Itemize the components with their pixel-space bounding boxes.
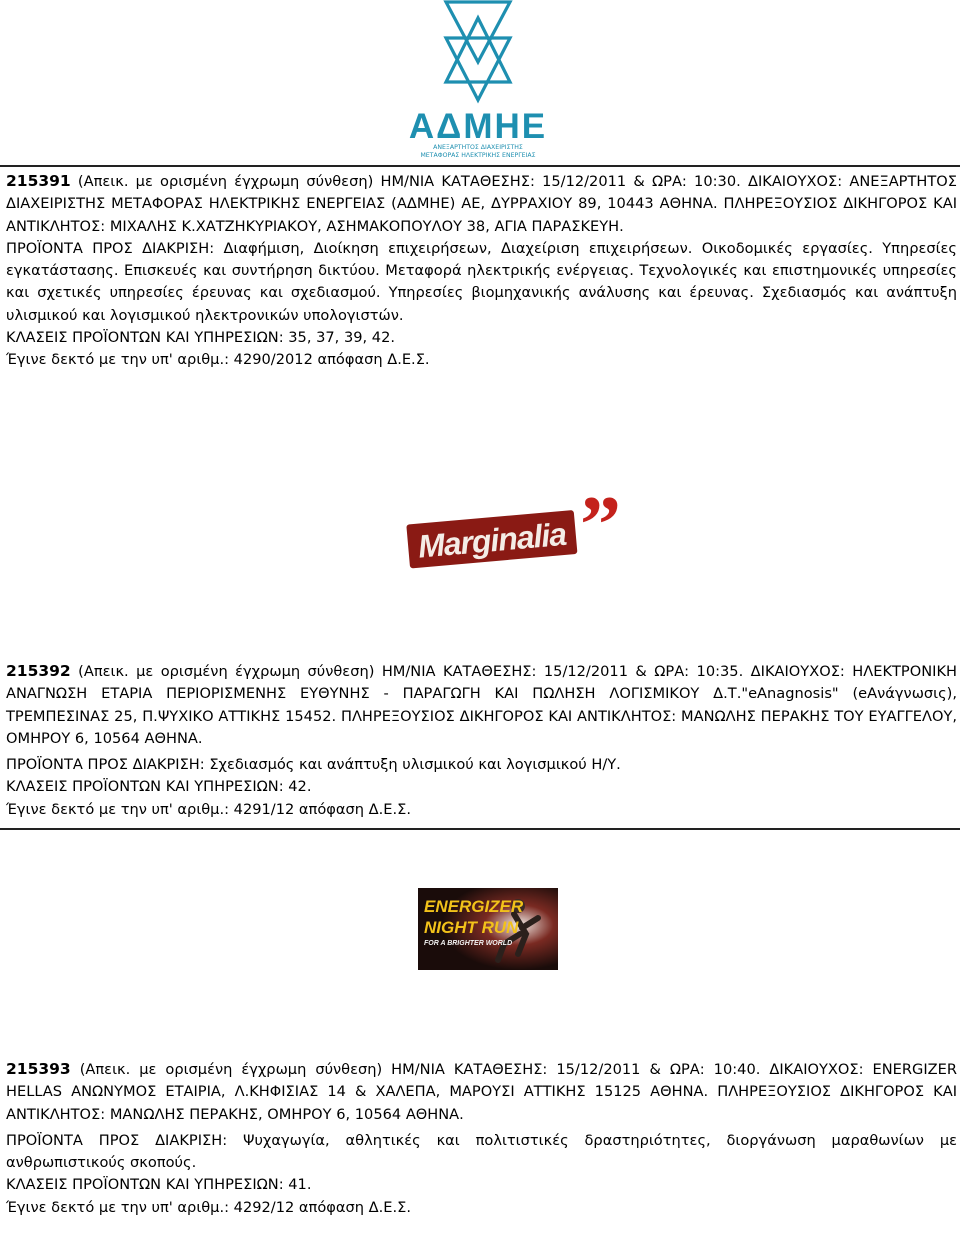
accepted-text: Έγινε δεκτό με την υπ' αριθμ.: 4290/2012 απόφαση Δ.Ε.Σ.	[6, 351, 430, 369]
filing-details: (Απεικ. με ορισμένη έγχρωμη σύνθεση) ΗΜ/ΝΙΑ ΚΑΤΑΘΕΣΗΣ: 15/12/2011 & ΩΡΑ: 10:35. ΔΙΚΑΙΟΥΧΟΣ: ΗΛΕΚΤΡΟΝΙΚΗ ΑΝΑΓΝΩΣΗ ΕΤΑΡΙΑ ΠΕΡΙΟΡΙΣΜΕΝΗΣ ΕΥΘΥΝΗΣ - ΠΑΡΑΓΩΓΗ ΚΑΙ ΠΩΛΗΣΗ ΛΟΓΙΣΜΙΚΟΥ Δ.Τ."eAnagnosis" (eΑνάγνωσις), ΤΡΕΜΠΕΣΙΝΑΣ 25, Π.ΨΥΧΙΚΟ ΑΤΤΙΚΗΣ 15452. ΠΛΗΡΕΞΟΥΣΙΟΣ ΔΙΚΗΓΟΡΟΣ ΚΑΙ ΑΝΤΙΚΛΗΤΟΣ: ΜΑΝΩΛΗΣ ΠΕΡΑΚΗΣ ΤΟΥ ΕΥΑΓΓΕΛΟΥ, ΟΜΗΡΟΥ 6, 10564 ΑΘΗΝΑ.	[6, 663, 957, 747]
trademark-entry-215393	[6, 1058, 957, 1219]
products-text: ΠΡΟΪΟΝΤΑ ΠΡΟΣ ΔΙΑΚΡΙΣΗ: Διαφήμιση, Διοίκηση επιχειρήσεων, Διαχείριση επιχειρήσεων. Οικοδομικές εργασίες. Υπηρεσίες εγκατάστασης. Επισκευές και συντήρηση δικτύου. Μεταφορά ηλεκτρικής ενέργειας. Τεχνολογικές και επιστημονικές υπηρεσίες και σχετικές υπηρεσίες έρευνας και σχεδιασμού. Υπηρεσίες βιομηχανικής ανάλυσης και έρευνας. Σχεδιασμός και ανάπτυξη υλισμικού και λογισμικού ηλεκτρονικών υπολογιστών.	[6, 239, 957, 324]
section-divider	[0, 828, 960, 830]
products-text: ΠΡΟΪΟΝΤΑ ΠΡΟΣ ΔΙΑΚΡΙΣΗ: Σχεδιασμός και ανάπτυξη υλισμικού και λογισμικού Η/Υ.	[6, 756, 621, 774]
entry-description	[6, 170, 957, 238]
logo-line-1: ENERGIZER	[424, 897, 524, 916]
classes-text: ΚΛΑΣΕΙΣ ΠΡΟΪΟΝΤΩΝ ΚΑΙ ΥΠΗΡΕΣΙΩΝ: 42.	[6, 778, 312, 796]
filing-details: (Απεικ. με ορισμένη έγχρωμη σύνθεση) ΗΜ/ΝΙΑ ΚΑΤΑΘΕΣΗΣ: 15/12/2011 & ΩΡΑ: 10:30. ΔΙΚΑΙΟΥΧΟΣ: ΑΝΕΞΑΡΤΗΤΟΣ ΔΙΑΧΕΙΡΙΣΤΗΣ ΜΕΤΑΦΟΡΑΣ ΗΛΕΚΤΡΙΚΗΣ ΕΝΕΡΓΕΙΑΣ (ΑΔΜΗΕ) ΑΕ, ΔΥΡΡΑΧΙΟΥ 89, 10443 ΑΘΗΝΑ. ΠΛΗΡΕΞΟΥΣΙΟΣ ΔΙΚΗΓΟΡΟΣ ΚΑΙ ΑΝΤΙΚΛΗΤΟΣ: ΜΙΧΑΛΗΣ Κ.ΧΑΤΖΗΚΥΡΙΑΚΟΥ, ΑΣΗΜΑΚΟΠΟΥΛΟΥ 38, ΑΓΙΑ ΠΑΡΑΣΚΕΥΗ.	[6, 173, 957, 235]
filing-details: (Απεικ. με ορισμένη έγχρωμη σύνθεση) ΗΜ/ΝΙΑ ΚΑΤΑΘΕΣΗΣ: 15/12/2011 & ΩΡΑ: 10:40. ΔΙΚΑΙΟΥΧΟΣ: ENERGIZER HELLAS ΑΝΩΝΥΜΟΣ ΕΤΑΙΡΙΑ, Λ.ΚΗΦΙΣΙΑΣ 14 & ΧΑΛΕΠΑ, ΜΑΡΟΥΣΙ ΑΤΤΙΚΗΣ 15125 ΑΘΗΝΑ. ΠΛΗΡΕΞΟΥΣΙΟΣ ΔΙΚΗΓΟΡΟΣ ΚΑΙ ΑΝΤΙΚΛΗΤΟΣ: ΜΑΝΩΛΗΣ ΠΕΡΑΚΗΣ, ΟΜΗΡΟΥ 6, 10564 ΑΘΗΝΑ.	[6, 1061, 957, 1123]
section-divider	[0, 165, 960, 167]
classes-text: ΚΛΑΣΕΙΣ ΠΡΟΪΟΝΤΩΝ ΚΑΙ ΥΠΗΡΕΣΙΩΝ: 41.	[6, 1176, 312, 1194]
classes-text: ΚΛΑΣΕΙΣ ΠΡΟΪΟΝΤΩΝ ΚΑΙ ΥΠΗΡΕΣΙΩΝ: 35, 37, 39, 42.	[6, 329, 396, 347]
application-number: 215392	[6, 662, 71, 680]
logo-line-2: NIGHT RUN	[424, 918, 519, 937]
marginalia-logo	[406, 490, 624, 580]
application-number: 215391	[6, 172, 71, 190]
admie-symbol-icon	[398, 0, 558, 168]
trademark-entry-215392	[6, 660, 957, 821]
application-number: 215393	[6, 1060, 71, 1078]
accepted-text: Έγινε δεκτό με την υπ' αριθμ.: 4291/12 απόφαση Δ.Ε.Σ.	[6, 800, 411, 818]
marginalia-logo-text: Marginalia	[416, 515, 568, 565]
admie-logo-subtitle-2: ΜΕΤΑΦΟΡΑΣ ΗΛΕΚΤΡΙΚΗΣ ΕΝΕΡΓΕΙΑΣ	[420, 152, 536, 159]
products-text: ΠΡΟΪΟΝΤΑ ΠΡΟΣ ΔΙΑΚΡΙΣΗ: Ψυχαγωγία, αθλητικές και πολιτιστικές δραστηριότητες, διοργάνωση μαραθωνίων με ανθρωπιστικούς σκοπούς.	[6, 1131, 957, 1172]
admie-logo-subtitle-1: ΑΝΕΞΑΡΤΗΤΟΣ ΔΙΑΧΕΙΡΙΣΤΗΣ	[433, 144, 523, 151]
admie-logo	[398, 0, 558, 168]
trademark-entry-215391	[6, 170, 957, 372]
quote-mark-icon: ”	[580, 490, 621, 570]
entry-description	[6, 660, 957, 750]
admie-logo-name: ΑΔΜΗΕ	[408, 107, 548, 146]
entry-description	[6, 1058, 957, 1126]
energizer-night-run-logo	[418, 888, 558, 970]
accepted-text: Έγινε δεκτό με την υπ' αριθμ.: 4292/12 απόφαση Δ.Ε.Σ.	[6, 1198, 411, 1216]
logo-line-3: FOR A BRIGHTER WORLD	[424, 940, 513, 947]
